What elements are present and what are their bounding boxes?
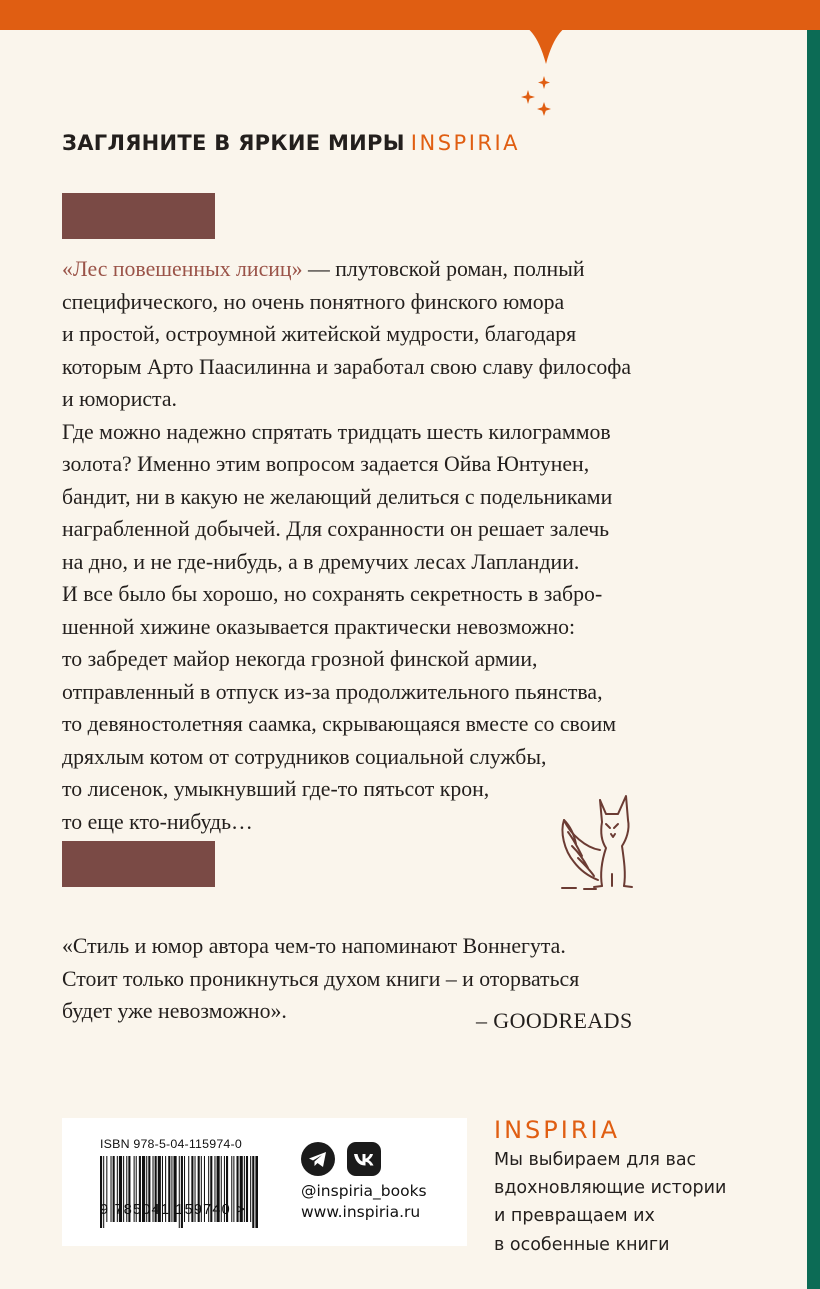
vk-icon[interactable]: [347, 1142, 381, 1176]
description-line: и юмориста.: [62, 387, 177, 411]
description-line: золота? Именно этим вопросом задается Ойва Юнтунен,: [62, 452, 590, 476]
barcode-bar: [246, 1156, 248, 1222]
quote-line: «Стиль и юмор автора чем-то напоминают Воннегута.: [62, 934, 566, 958]
description-line: и простой, остроумной житейской мудрости, благодаря: [62, 322, 577, 346]
quote-plaque: [62, 841, 215, 887]
barcode-bar: [250, 1156, 251, 1222]
description-line: дряхлым котом от сотрудников социальной службы,: [62, 744, 547, 769]
publisher-line: и превращаем их: [494, 1206, 655, 1227]
publisher-description: [494, 1146, 726, 1259]
website-link[interactable]: www.inspiria.ru: [301, 1203, 421, 1221]
book-description: [62, 253, 782, 838]
barcode-digits: 9 785041 159740 >: [100, 1202, 246, 1218]
tagline-brand: INSPIRIA: [410, 131, 521, 155]
publisher-line: вдохновляющие истории: [494, 1178, 727, 1199]
description-line: то еще кто-нибудь…: [62, 809, 253, 834]
description-line: на дно, и не где-нибудь, а в дремучих лесах Лапландии.: [62, 549, 580, 574]
description-line: шенной хижине оказывается практически невозможно:: [62, 614, 576, 639]
description-line: отправленный в отпуск из-за продолжительного пьянства,: [62, 679, 603, 704]
right-green-stripe: [807, 30, 820, 1289]
description-line: то лисенок, умыкнувший где-то пятьсот крон,: [62, 777, 490, 801]
social-handle[interactable]: @inspiria_books: [301, 1182, 427, 1200]
telegram-icon[interactable]: [301, 1142, 335, 1176]
description-line: И все было бы хорошо, но сохранять секретность в забро-: [62, 582, 603, 606]
description-line: то девяностолетняя саамка, скрывающаяся вместе со своим: [62, 712, 617, 736]
top-orange-band: [0, 0, 820, 30]
quote-line: будет уже невозможно».: [62, 999, 287, 1023]
description-line: специфического, но очень понятного финского юмора: [62, 289, 565, 314]
barcode-bar: [255, 1156, 258, 1228]
publisher-line: в особенные книги: [494, 1234, 670, 1255]
quote-line: Стоит только проникнуться духом книги – и оторваться: [62, 966, 580, 991]
description-line: то забредет майор некогда грозной финской армии,: [62, 647, 538, 671]
quote-source: – GOODREADS: [476, 1008, 633, 1033]
top-tab-ornament: [514, 20, 578, 64]
book-title: «Лес повешенных лисиц»: [62, 257, 303, 281]
description-plaque: [62, 193, 215, 239]
isbn-label: ISBN 978-5-04-115974-0: [100, 1137, 242, 1151]
tagline-text: ЗАГЛЯНИТЕ В ЯРКИЕ МИРЫ: [62, 131, 405, 155]
header-tagline: [62, 126, 520, 160]
publisher-brand: INSPIRIA: [494, 1116, 620, 1144]
description-line: Где можно надежно спрятать тридцать шесть килограммов: [62, 419, 611, 444]
sparkle-icon: [520, 76, 554, 122]
description-line: награбленной добычей. Для сохранности он решает залечь: [62, 517, 610, 541]
fox-illustration: [556, 790, 646, 892]
description-line: которым Арто Паасилинна и заработал свою славу философа: [62, 354, 632, 379]
description-line: бандит, ни в какую не желающий делиться с подельниками: [62, 484, 613, 509]
description-line: «Лес повешенных лисиц» — плутовской роман, полный: [62, 257, 585, 281]
barcode-bar: [252, 1156, 254, 1228]
publisher-line: Мы выбираем для вас: [494, 1150, 697, 1170]
